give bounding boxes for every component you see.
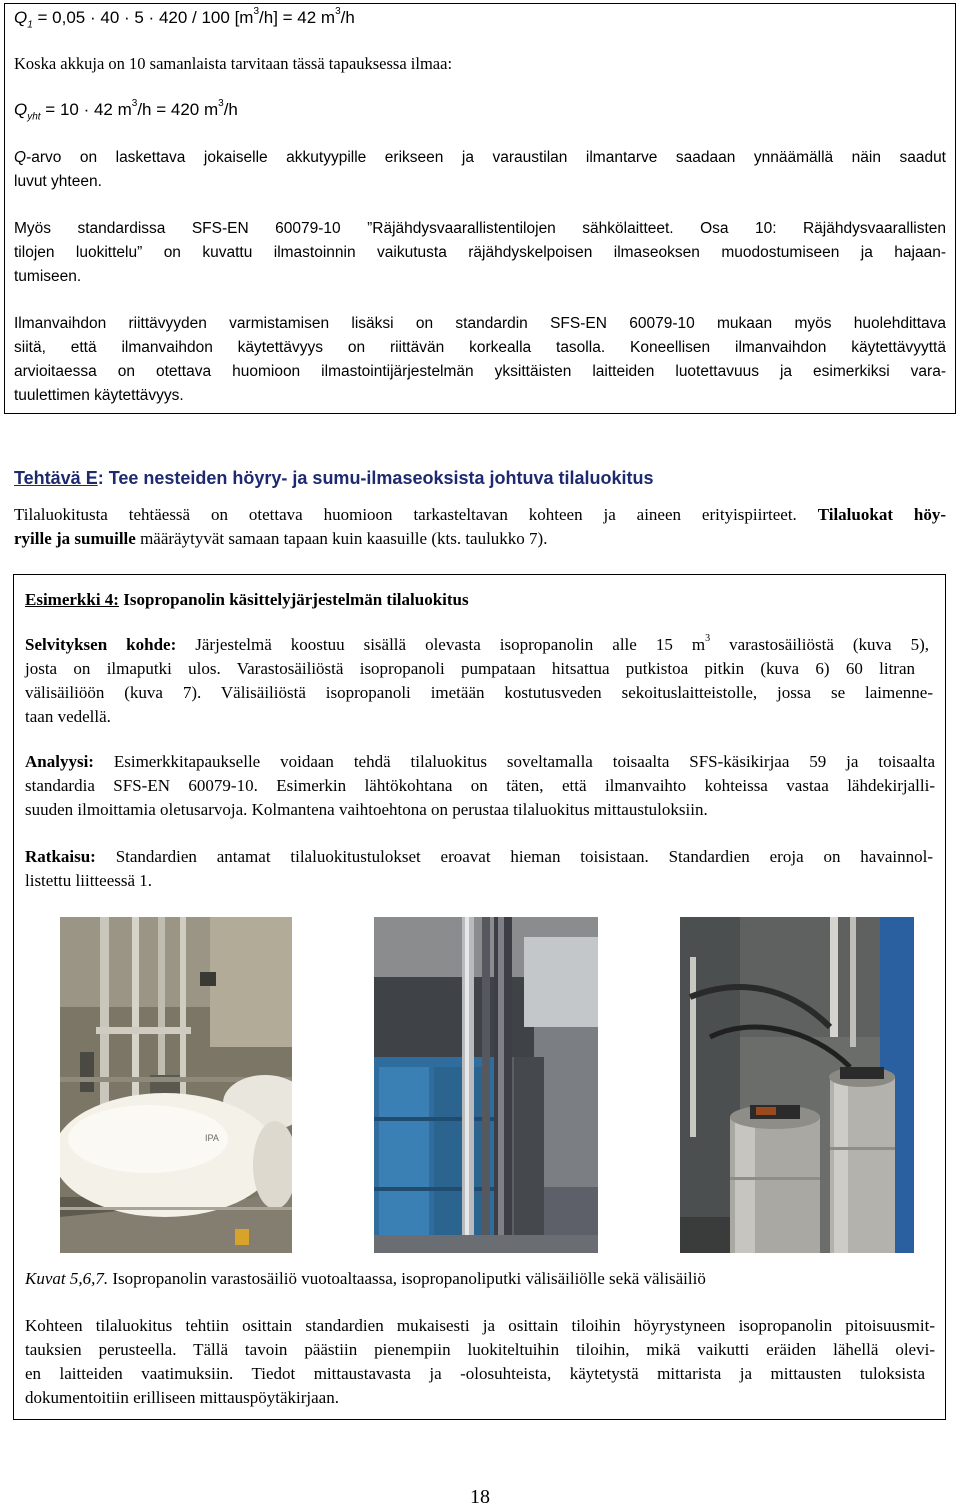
- myos-line-1: Myös standardissa SFS-EN 60079-10 ”Räjähdysvaarallistentilojen sähkölaitteet. Osa 10: Räjähdysvaarallisten: [14, 220, 946, 237]
- analyysi-line-2: standardia SFS-EN 60079-10. Esimerkin lähtökohtana on täten, että ilmanvaihto kohteissa vastaa lähdekirjalli-: [25, 776, 935, 795]
- tehtava-e-heading: Tehtävä E: Tee nesteiden höyry- ja sumu-ilmaseoksista johtuva tilaluokitus: [14, 468, 654, 488]
- qyht-formula: $Q_{yht} = 10 \cdot 42$ $m^3/h = 420$ $m^3/h$: [14, 98, 238, 123]
- ilmanvaihdon-line-2: siitä, että ilmanvaihdon käytettävyys on riittävän korkealla tasolla. Koneellisen ilmanvaihdon käytettävyyttä: [14, 339, 946, 356]
- myos-line-2: tilojen luokittelu” on kuvattu ilmastoinnin vaikutusta räjähdyskelpoisen ilmaseoksen muodostumiseen ja hajaan-: [14, 244, 946, 261]
- analyysi-line-1: Analyysi: Esimerkkitapaukselle voidaan tehdä tilaluokitus soveltamalla toisaalta SFS-käsikirjaa 59 ja toisaalta: [25, 752, 935, 771]
- page-number: 18: [470, 1486, 490, 1508]
- analyysi-line-3: suuden ilmoittamia oletusarvoja. Kolmantena vaihtoehtona on perustaa tilaluokitus mittaustuloksiin.: [25, 800, 708, 819]
- ilmanvaihdon-line-4: tuulettimen käytettävyys.: [14, 387, 184, 404]
- myos-line-3: tumiseen.: [14, 268, 82, 285]
- kohteen-line-2: tauksien perusteella. Tällä tavoin päästiin pienempiin luokiteltuihin tiloihin, mikä vaikutti eräiden lähellä olevi-: [25, 1340, 935, 1359]
- kohteen-line-3: en laitteiden vaatimuksiin. Tiedot mittaustavasta ja -olosuhteista, käytetystä mittarista ja mittausten tuloksista: [25, 1364, 925, 1383]
- example-title: Esimerkki 4: Isopropanolin käsittelyjärjestelmän tilaluokitus: [25, 590, 469, 609]
- selvitys-line-4: taan vedellä.: [25, 707, 111, 726]
- q1-formula: $Q_1 = 0,05 \cdot 40 \cdot 5 \cdot 420 / 100$ $[m^3/h] = 42$ $m^3/h$: [14, 6, 355, 31]
- tilaluokitus-line-2: ryille ja sumuille määräytyvät samaan tapaan kuin kaasuille (kts. taulukko 7).: [14, 529, 548, 548]
- photo-caption: Kuvat 5,6,7. Isopropanolin varastosäiliö vuotoaltaassa, isopropanoliputki välisäiliölle sekä välisäiliö: [25, 1269, 706, 1288]
- kohteen-line-4: dokumentoitiin erilliseen mittauspöytäkirjaan.: [25, 1388, 339, 1407]
- ilmanvaihdon-line-1: Ilmanvaihdon riittävyyden varmistamisen lisäksi on standardin SFS-EN 60079-10 mukaan myös huolehdittava: [14, 315, 946, 332]
- qarvo-line-2: luvut yhteen.: [14, 173, 102, 190]
- selvitys-line-2: josta on ilmaputki ulos. Varastosäiliöstä isopropanoli pumpataan hitsattua putkistoa pitkin (kuva 6) 60 litran: [25, 659, 915, 678]
- qarvo-line-1: Q-arvo on laskettava jokaiselle akkutyypille erikseen ja varaustilan ilmantarve saadaan ynnäämällä näin saadut: [14, 149, 946, 166]
- ilmanvaihdon-line-3: arvioitaessa on otettava huomioon ilmastointijärjestelmän yksittäisten laitteiden luotettavuus ja esimerkiksi vara-: [14, 363, 946, 380]
- koska-text: Koska akkuja on 10 samanlaista tarvitaan tässä tapauksessa ilmaa:: [14, 54, 453, 73]
- selvitys-line-1: Selvityksen kohde: Järjestelmä koostuu sisällä olevasta isopropanolin alle 15 $m^3$ varastosäiliöstä (kuva 5),: [25, 633, 930, 654]
- tilaluokitus-line-1: Tilaluokitusta tehtäessä on otettava huomioon tarkasteltavan kohteen ja aineen erityispiirteet. Tilaluokat höy-: [14, 505, 946, 524]
- kohteen-line-1: Kohteen tilaluokitus tehtiin osittain standardien mukaisesti ja osittain tiloihin höyrystyneen isopropanolin pitoisuusmit-: [25, 1316, 935, 1335]
- selvitys-line-3: välisäiliöön (kuva 7). Välisäiliöstä isopropanoli imetään kostutusveden sekoituslaitteistolle, jossa se laimenne-: [25, 683, 933, 702]
- photo-intermediate-tank: [680, 917, 914, 1253]
- photo-pipe: [374, 917, 598, 1253]
- ratkaisu-line-1: Ratkaisu: Standardien antamat tilaluokitustulokset eroavat hieman toisistaan. Standardien eroja on havainnol-: [25, 847, 933, 866]
- photo-storage-tank: [60, 917, 292, 1253]
- ratkaisu-line-2: listettu liitteessä 1.: [25, 871, 153, 890]
- photo-ipa-label: IPA: [205, 1133, 219, 1143]
